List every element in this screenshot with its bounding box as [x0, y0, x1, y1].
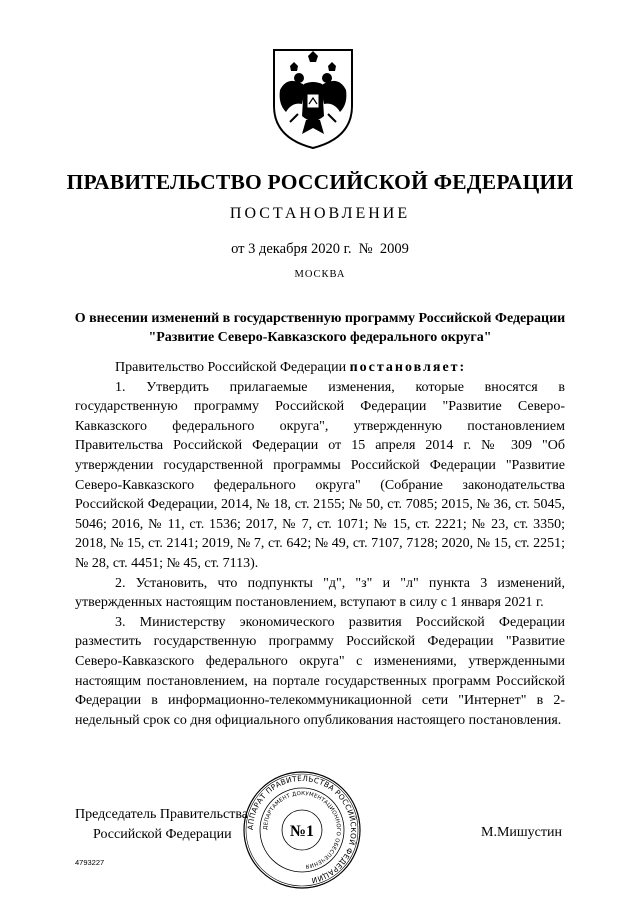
paragraph-1: 1. Утвердить прилагаемые изменения, которые вносятся в государственную программу Российской Федерации "Развитие Северо-Кавказского федерального округа", утвержденную постановлением Правительства Российской Федерации от 15 апреля 2014 г. № 309 "Об утверждении государственной программы Российской Федерации "Развитие Северо-Кавказского федерального округа" (Собрание законодательства Российской Федерации, 2014, № 18, ст. 2155; № 50, ст. 7085; 2015, № 36, ст. 5045, 5046; 2016, № 11, ст. 1536; 2017, № 7, ст. 1071; № 15, ст. 2221; № 23, ст. 3350; 2018, № 15, ст. 2141; 2019, № 7, ст. 642; № 49, ст. 7107, 7128; 2020, № 15, ст. 2251; № 28, ст. 4451; № 45, ст. 7113).: [75, 379, 565, 571]
intro-text: Правительство Российской Федерации: [115, 360, 347, 375]
intro-verb: постановляет:: [349, 360, 467, 375]
government-title: ПРАВИТЕЛЬСТВО РОССИЙСКОЙ ФЕДЕРАЦИИ: [66, 170, 574, 194]
seal-inner-text: ДЕПАРТАМЕНТ ДОКУМЕНТАЦИОННОГО ОБЕСПЕЧЕНИЯ: [262, 790, 342, 869]
document-subject: О внесении изменений в государственную программу Российской Федерации "Развитие Северо-Кавказского федерального округа": [74, 311, 566, 345]
registration-number: 4793227: [75, 858, 105, 867]
document-city: МОСКВА: [294, 269, 346, 280]
signatory-title-line-2: Российской Федерации: [93, 827, 232, 842]
paragraph-2: 2. Установить, что подпункты "д", "з" и "л" пункта 3 изменений, утвержденных настоящим постановлением, вступают в силу с 1 января 2021 г.: [75, 575, 565, 611]
signatory-title-line-1: Председатель Правительства: [75, 807, 248, 822]
signatory-title: [75, 805, 248, 845]
seal-outer-text: АППАРАТ ПРАВИТЕЛЬСТВА РОССИЙСКОЙ ФЕДЕРАЦИИ: [245, 773, 359, 886]
seal-number: №1: [289, 823, 315, 840]
intro-paragraph: [75, 358, 565, 378]
coat-of-arms-emblem: [268, 46, 358, 150]
document-date-number: от 3 декабря 2020 г. № 2009: [231, 241, 409, 257]
official-seal: [242, 770, 362, 890]
paragraph-3: 3. Министерству экономического развития Российской Федерации разместить государственную программу Российской Федерации "Развитие Северо-Кавказского федерального округа" с изменениями, утвержденными настоящим постановлением, на портале государственных программ Российской Федерации в информационно-телекоммуникационной сети "Интернет" в 2-недельный срок со дня официального опубликования настоящего постановления.: [75, 614, 565, 728]
document-body: [75, 358, 565, 730]
signatory-name: М.Мишустин: [481, 825, 562, 840]
document-type: ПОСТАНОВЛЕНИЕ: [229, 205, 411, 222]
